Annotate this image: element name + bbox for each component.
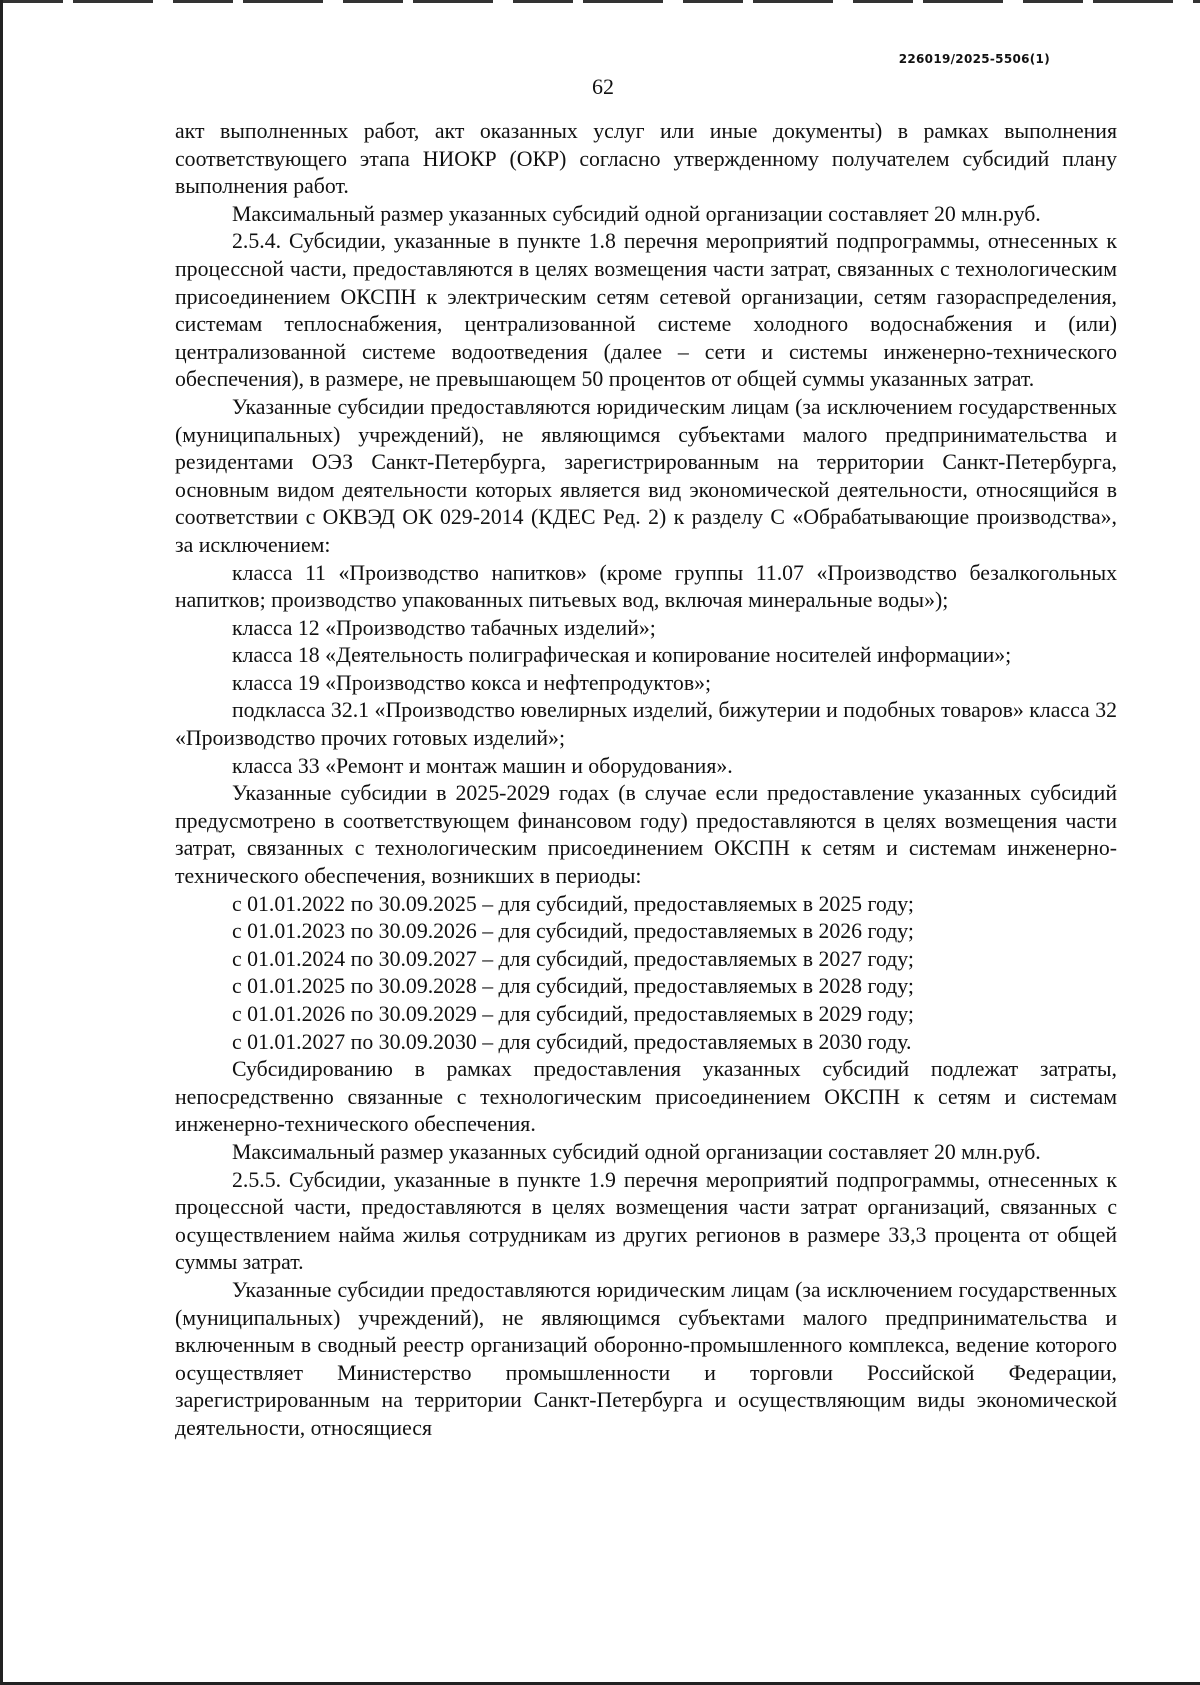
period-item: с 01.01.2025 по 30.09.2028 – для субсидий, предоставляемых в 2028 году; [232,974,914,999]
document-body [175,118,1117,1443]
period-item: с 01.01.2023 по 30.09.2026 – для субсидий, предоставляемых в 2026 году; [232,919,914,944]
paragraph: Максимальный размер указанных субсидий одной организации составляет 20 млн.руб. [232,1139,1041,1164]
period-item: с 01.01.2027 по 30.09.2030 – для субсидий, предоставляемых в 2030 году. [232,1029,912,1054]
scan-edge-artifact [3,0,1200,3]
paragraph: класса 11 «Производство напитков» (кроме группы 11.07 «Производство безалкогольных напитков; производство упакованных питьевых вод, включая минеральные воды»); [175,560,1117,613]
period-item: с 01.01.2022 по 30.09.2025 – для субсидий, предоставляемых в 2025 году; [232,891,914,916]
paragraph: акт выполненных работ, акт оказанных услуг или иные документы) в рамках выполнения соответствующего этапа НИОКР (ОКР) согласно утвержденному получателем субсидий плану выполнения работ. [175,119,1117,199]
paragraph: Указанные субсидии предоставляются юридическим лицам (за исключением государственных (муниципальных) учреждений), не являющимся субъектами малого предпринимательства и резидентами ОЭЗ Санкт-Петербурга, зарегистрированным на территории Санкт-Петербурга, основным видом деятельности которых является вид экономической деятельности, относящийся в соответствии с ОКВЭД ОК 029-2014 (КДЕС Ред. 2) к разделу С «Обрабатывающие производства», за исключением: [175,394,1117,557]
list-item: класса 19 «Производство кокса и нефтепродуктов»; [232,670,712,695]
period-item: с 01.01.2026 по 30.09.2029 – для субсидий, предоставляемых в 2029 году; [232,1002,914,1026]
paragraph: 2.5.4. Субсидии, указанные в пункте 1.8 перечня мероприятий подпрограммы, отнесенных к процессной части, предоставляются в целях возмещения части затрат, связанных с технологическим присоединением ОКСПН к электрическим сетям сетевой организации, сетям газораспределения, системам теплоснабжения, централизованной системе холодного водоснабжения и (или) централизованной системе водоотведения (далее – сети и системы инженерно-технического обеспечения), в размере, не превышающем 50 процентов от общей суммы указанных затрат. [175,229,1117,392]
paragraph: Указанные субсидии предоставляются юридическим лицам (за исключением государственных (муниципальных) учреждений), не являющимся субъектами малого предпринимательства и включенным в сводный реестр организаций оборонно-промышленного комплекса, ведение которого осуществляет Министерство промышленности и торговли Российской Федерации, зарегистрированным на территории Санкт-Петербурга и осуществляющим виды экономической деятельности, относящиеся [175,1277,1117,1440]
list-item: класса 18 «Деятельность полиграфическая и копирование носителей информации»; [232,643,1012,668]
paragraph: Максимальный размер указанных субсидий одной организации составляет 20 млн.руб. [232,201,1041,226]
list-item: подкласса 32.1 «Производство ювелирных изделий, бижутерии и подобных товаров» класса 32 «Производство прочих готовых изделий»; [175,698,1117,751]
paragraph: Указанные субсидии в 2025-2029 годах (в случае если предоставление указанных субсидий предусмотрено в соответствующем финансовом году) предоставляются в целях возмещения части затрат, связанных с технологическим присоединением ОКСПН к сетям и системам инженерно-технического обеспечения, возникших в периоды: [175,781,1117,889]
paragraph: Субсидированию в рамках предоставления указанных субсидий подлежат затраты, непосредственно связанные с технологическим присоединением ОКСПН к сетям и системам инженерно-технического обеспечения. [175,1057,1117,1137]
list-item: класса 12 «Производство табачных изделий»; [232,615,656,640]
document-id: 226019/2025-5506(1) [898,52,1050,66]
paragraph: 2.5.5. Субсидии, указанные в пункте 1.9 перечня мероприятий подпрограммы, отнесенных к процессной части, предоставляются в целях возмещения части затрат организаций, связанных с осуществлением найма жилья сотрудникам из других регионов в размере 33,3 процента от общей суммы затрат. [175,1167,1117,1275]
page-number: 62 [592,74,614,99]
list-item: класса 33 «Ремонт и монтаж машин и оборудования». [232,753,733,778]
period-item: с 01.01.2024 по 30.09.2027 – для субсидий, предоставляемых в 2027 году; [232,946,914,971]
